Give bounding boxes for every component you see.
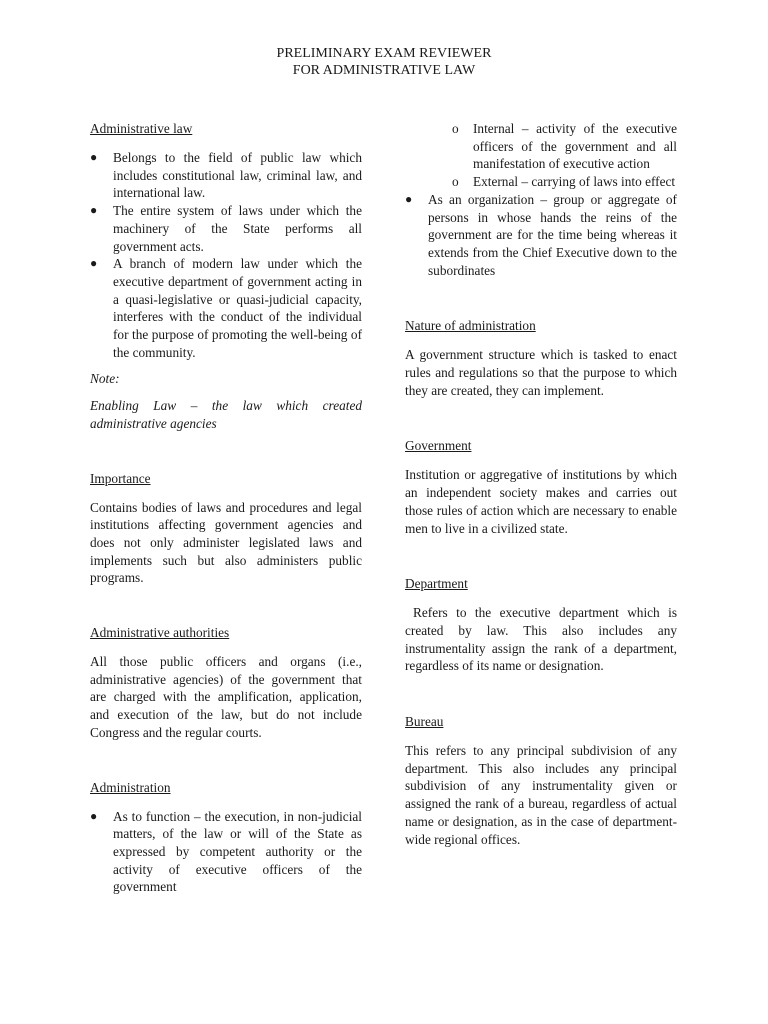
heading-department: Department [405, 576, 468, 592]
administration-bullet-list [90, 808, 362, 897]
importance-text: Contains bodies of laws and procedures and legal institutions affecting government agencies and does not only administer legislated laws and implements such but also administers public programs. [90, 499, 362, 586]
bullet-icon: ● [90, 203, 98, 218]
bureau-text: This refers to any principal subdivision of any department. This also includes any principal subdivision of any instrumentality given or assigned the rank of a bureau, regardless of actual name or designation, as in the case of department-wide regional offices. [405, 743, 677, 847]
list-item: ● As an organization – group or aggregate of persons in whose hands the reins of the government are for the time being whereas it extends from the Chief Executive down to the subordinates [405, 191, 677, 278]
list-item: o Internal – activity of the executive officers of the government and all manifestation of executive action [452, 121, 677, 172]
heading-government: Government [405, 438, 472, 454]
title-line-2: FOR ADMINISTRATIVE LAW [292, 63, 476, 78]
left-column [90, 120, 362, 896]
heading-administrative-law: Administrative law [90, 121, 193, 136]
circle-bullet-icon: o [452, 121, 459, 136]
heading-importance: Importance [90, 470, 151, 486]
nature-of-administration-text: A government structure which is tasked to enact rules and regulations so that the purpose to which they are created, they can implement. [405, 347, 677, 398]
bullet-icon: ● [90, 256, 98, 271]
right-column [405, 120, 677, 848]
list-item: ● A branch of modern law under which the executive department of government acting in a quasi-legislative or quasi-judicial capacity, interferes with the conduct of the individual for the purpose of promoting the well-being of the community. [90, 256, 362, 360]
heading-administration: Administration [90, 779, 171, 795]
list-item: ● The entire system of laws under which the machinery of the State performs all government acts. [90, 203, 362, 254]
note-text: Enabling Law – the law which created administrative agencies [90, 398, 362, 431]
admin-law-bullet-list [90, 149, 362, 361]
administration-sub-list [405, 120, 677, 191]
title-line-1: PRELIMINARY EXAM REVIEWER [276, 46, 492, 61]
administrative-authorities-text: All those public officers and organs (i.e., administrative agencies) of the government that are charged with the amplification, application, and execution of the law, but do not include Congress and the regular courts. [90, 654, 362, 740]
government-text: Institution or aggregative of institutions by which an independent society makes and carries out those rules of action which are necessary to enable men to live in a civilized state. [405, 467, 677, 536]
heading-bureau: Bureau [405, 714, 444, 730]
list-item: ● Belongs to the field of public law which includes constitutional law, criminal law, and international law. [90, 150, 362, 201]
department-text: Refers to the executive department which is created by law. This also includes any instrumentality assign the rank of a department, regardless of its name or designation. [405, 605, 677, 674]
list-item: ● As to function – the execution, in non-judicial matters, of the law or will of the State as expressed by competent authority or the activity of executive officers of the government [90, 808, 362, 895]
heading-nature-of-administration: Nature of administration [405, 318, 536, 334]
list-item: o External – carrying of laws into effect [452, 174, 676, 190]
heading-administrative-authorities: Administrative authorities [90, 625, 230, 641]
organization-bullet-list [405, 191, 677, 280]
circle-bullet-icon: o [452, 174, 459, 190]
document-title [0, 45, 768, 79]
bullet-icon: ● [90, 150, 98, 164]
bullet-icon: ● [405, 191, 413, 206]
note-label: Note: [90, 371, 120, 387]
bullet-icon: ● [90, 808, 98, 823]
